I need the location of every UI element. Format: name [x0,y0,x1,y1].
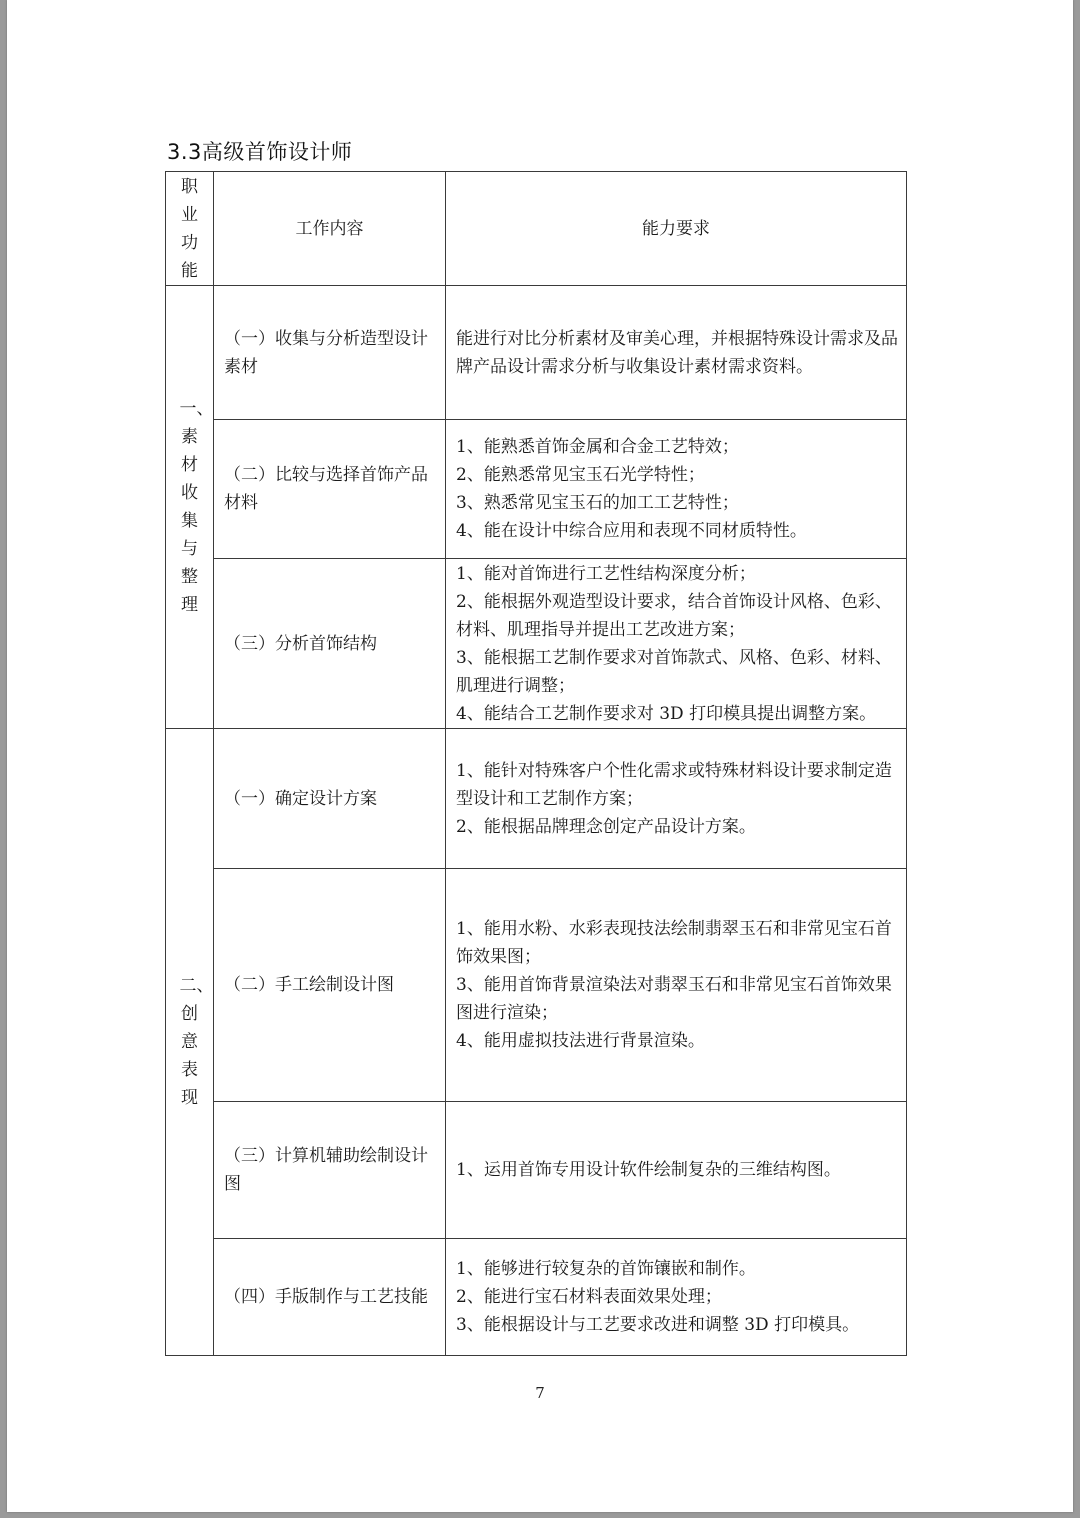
work-content-cell: （二）比较与选择首饰产品材料 [214,420,446,559]
requirements-cell [446,1102,907,1239]
work-content-cell: （四）手版制作与工艺技能 [214,1239,446,1356]
function-cell: 一、素材收集与整理 [166,286,214,729]
requirements-cell [446,869,907,1102]
table-row [166,729,907,869]
table-row [166,869,907,1102]
requirement-line: 1、能针对特殊客户个性化需求或特殊材料设计要求制定造型设计和工艺制作方案； [456,760,892,809]
requirement-line: 2、能进行宝石材料表面效果处理； [456,1287,722,1307]
requirement-line: 4、能在设计中综合应用和表现不同材质特性。 [456,521,807,541]
header-content: 工作内容 [214,172,446,286]
function-cell: 二、创意表现 [166,729,214,1356]
section-title: 3.3高级首饰设计师 [167,140,353,164]
requirement-line: 3、能根据工艺制作要求对首饰款式、风格、色彩、材料、肌理进行调整； [456,647,892,696]
table-row [166,420,907,559]
work-content-cell: （一）收集与分析造型设计素材 [214,286,446,420]
page-number: 7 [535,1384,545,1402]
requirement-line: 1、能够进行较复杂的首饰镶嵌和制作。 [456,1259,756,1279]
requirement-line: 1、能熟悉首饰金属和合金工艺特效； [456,437,739,457]
requirement-line: 1、能对首饰进行工艺性结构深度分析； [456,563,756,584]
work-content-cell: （二）手工绘制设计图 [214,869,446,1102]
requirements-cell [446,729,907,869]
requirements-cell [446,286,907,420]
requirements-cell [446,559,907,729]
requirement-line: 1、能用水粉、水彩表现技法绘制翡翠玉石和非常见宝石首饰效果图； [456,919,892,967]
requirements-cell [446,420,907,559]
requirement-line: 2、能熟悉常见宝玉石光学特性； [456,465,705,485]
table-row [166,1239,907,1356]
requirement-line: 3、能用首饰背景渲染法对翡翠玉石和非常见宝石首饰效果图进行渲染； [456,975,892,1023]
document-page [7,0,1073,1512]
table-row [166,1102,907,1239]
table-header-row [166,172,907,286]
work-content-cell: （三）分析首饰结构 [214,559,446,729]
requirement-line: 能进行对比分析素材及审美心理，并根据特殊设计需求及品牌产品设计需求分析与收集设计素材需求资料。 [456,328,898,377]
requirement-line: 3、熟悉常见宝玉石的加工工艺特性； [456,493,739,513]
requirement-line: 4、能用虚拟技法进行背景渲染。 [456,1031,705,1051]
requirement-line: 4、能结合工艺制作要求对 3D 打印模具提出调整方案。 [456,703,877,724]
requirement-line: 2、能根据品牌理念创定产品设计方案。 [456,816,756,837]
requirement-line: 2、能根据外观造型设计要求，结合首饰设计风格、色彩、材料、肌理指导并提出工艺改进方案； [456,591,892,640]
table-row [166,559,907,729]
requirement-line: 3、能根据设计与工艺要求改进和调整 3D 打印模具。 [456,1315,860,1335]
requirements-cell [446,1239,907,1356]
skills-table [165,171,907,1356]
work-content-cell: （三）计算机辅助绘制设计图 [214,1102,446,1239]
work-content-cell: （一）确定设计方案 [214,729,446,869]
requirement-line: 1、运用首饰专用设计软件绘制复杂的三维结构图。 [456,1160,841,1180]
header-function: 职业功能 [166,172,214,286]
table-row [166,286,907,420]
header-requirements: 能力要求 [446,172,907,286]
